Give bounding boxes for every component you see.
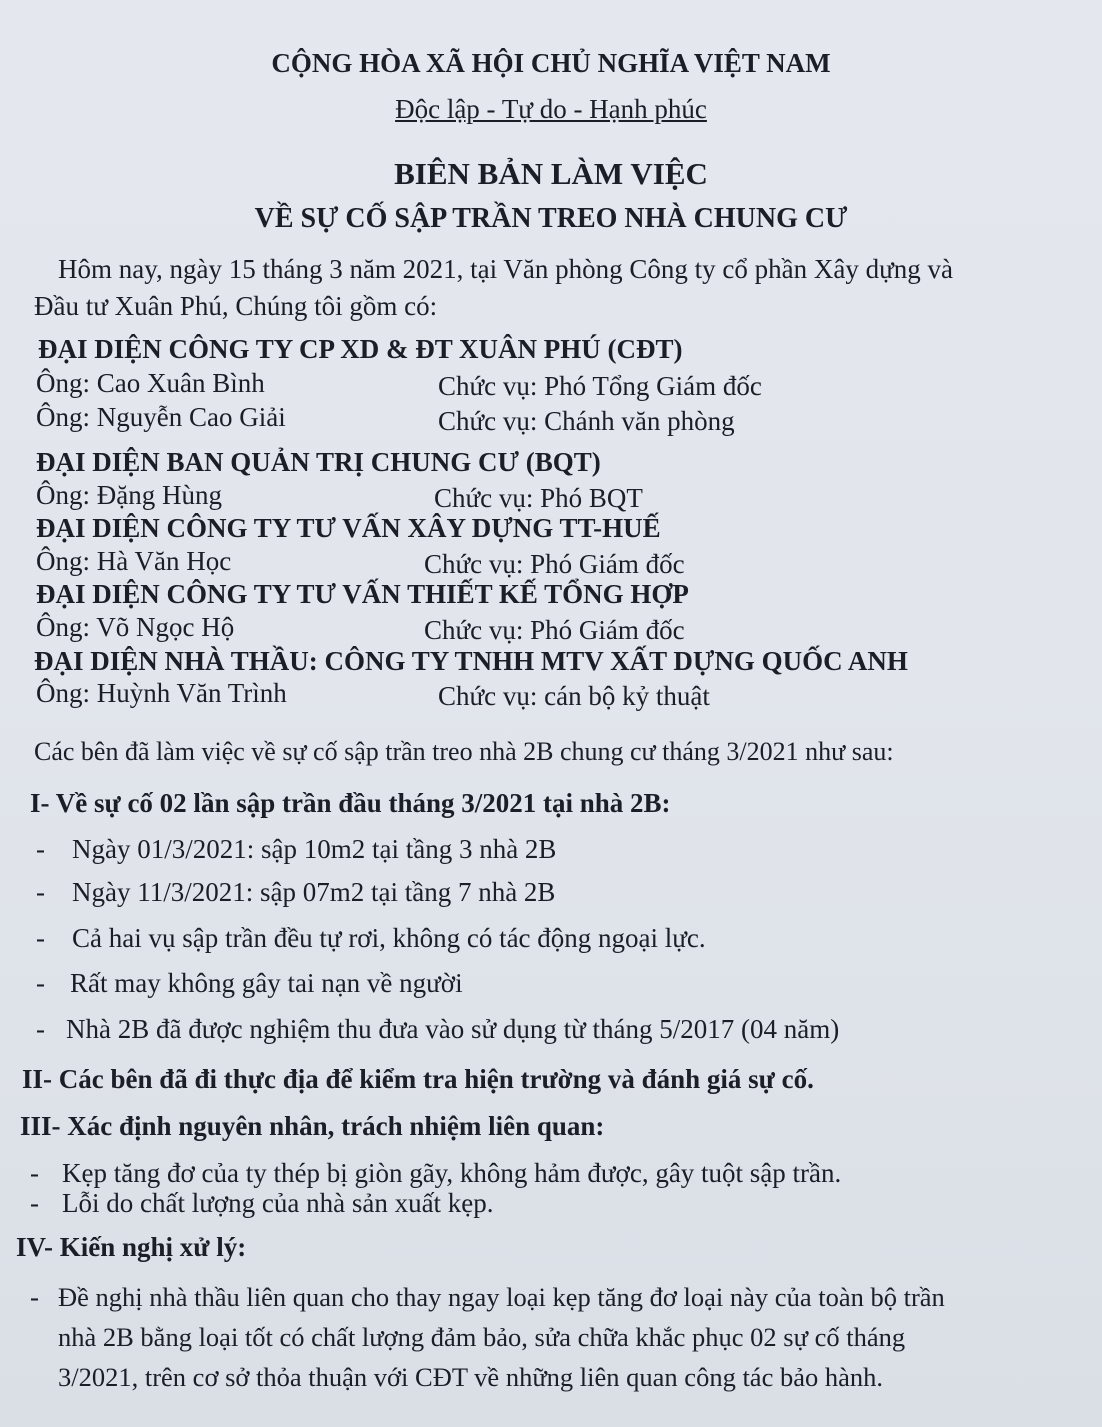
document-title: BIÊN BẢN LÀM VIỆC — [394, 156, 708, 191]
member-name: Ông: Võ Ngọc Hộ — [36, 612, 235, 642]
list-item: Cả hai vụ sập trần đều tự rơi, không có tác động ngoại lực. — [72, 923, 706, 953]
party-heading: ĐẠI DIỆN CÔNG TY TƯ VẤN THIẾT KẾ TỔNG HỢP — [36, 579, 689, 609]
national-title: CỘNG HÒA XÃ HỘI CHỦ NGHĨA VIỆT NAM — [271, 48, 831, 78]
bullet-dash: - — [36, 1014, 45, 1044]
bullet-dash: - — [36, 923, 45, 953]
member-role: Chức vụ: cán bộ kỷ thuật — [438, 681, 710, 711]
section-heading: II- Các bên đã đi thực địa để kiểm tra hiện trường và đánh giá sự cố. — [22, 1064, 814, 1094]
list-item: Đề nghị nhà thầu liên quan cho thay ngay loại kẹp tăng đơ loại này của toàn bộ trần — [58, 1282, 945, 1312]
bullet-dash: - — [36, 968, 45, 998]
list-item: Ngày 11/3/2021: sập 07m2 tại tầng 7 nhà 2B — [72, 877, 556, 907]
member-name: Ông: Đặng Hùng — [36, 480, 222, 510]
member-role: Chức vụ: Phó Tổng Giám đốc — [438, 371, 762, 401]
bullet-dash: - — [30, 1282, 39, 1312]
bullet-dash: - — [36, 877, 45, 907]
member-role: Chức vụ: Phó BQT — [434, 483, 643, 513]
member-role: Chức vụ: Phó Giám đốc — [424, 549, 685, 579]
list-item-continued: nhà 2B bằng loại tốt có chất lượng đảm bảo, sửa chữa khắc phục 02 sự cố tháng — [58, 1322, 906, 1352]
intro-line-2: Đầu tư Xuân Phú, Chúng tôi gồm có: — [34, 291, 438, 321]
document-subtitle: VỀ SỰ CỐ SẬP TRẦN TREO NHÀ CHUNG CƯ — [254, 203, 848, 234]
party-heading: ĐẠI DIỆN NHÀ THẦU: CÔNG TY TNHH MTV XẤT DỰNG QUỐC ANH — [34, 646, 908, 676]
member-name: Ông: Hà Văn Học — [36, 546, 232, 576]
party-heading: ĐẠI DIỆN CÔNG TY TƯ VẤN XÂY DỰNG TT-HUẾ — [36, 513, 661, 543]
member-name: Ông: Nguyễn Cao Giải — [36, 402, 286, 432]
intro-line-1: Hôm nay, ngày 15 tháng 3 năm 2021, tại Văn phòng Công ty cổ phần Xây dựng và — [58, 254, 953, 284]
member-role: Chức vụ: Phó Giám đốc — [424, 615, 685, 645]
section-heading: III- Xác định nguyên nhân, trách nhiệm liên quan: — [20, 1111, 605, 1141]
section-heading: IV- Kiến nghị xử lý: — [16, 1232, 247, 1262]
list-item: Rất may không gây tai nạn về người — [70, 968, 463, 998]
bullet-dash: - — [30, 1188, 39, 1218]
list-item: Ngày 01/3/2021: sập 10m2 tại tầng 3 nhà 2B — [72, 834, 557, 864]
list-item-continued: 3/2021, trên cơ sở thỏa thuận với CĐT về những liên quan công tác bảo hành. — [58, 1362, 883, 1392]
member-name: Ông: Cao Xuân Bình — [36, 368, 265, 398]
list-item: Lỗi do chất lượng của nhà sản xuất kẹp. — [62, 1188, 494, 1218]
member-role: Chức vụ: Chánh văn phòng — [438, 406, 735, 436]
bullet-dash: - — [30, 1158, 39, 1188]
party-heading: ĐẠI DIỆN CÔNG TY CP XD & ĐT XUÂN PHÚ (CĐT) — [38, 334, 683, 364]
party-heading: ĐẠI DIỆN BAN QUẢN TRỊ CHUNG CƯ (BQT) — [36, 447, 601, 477]
list-item: Nhà 2B đã được nghiệm thu đưa vào sử dụng từ tháng 5/2017 (04 năm) — [66, 1014, 840, 1044]
section-heading: I- Về sự cố 02 lần sập trần đầu tháng 3/2021 tại nhà 2B: — [30, 788, 671, 818]
member-name: Ông: Huỳnh Văn Trình — [36, 678, 287, 708]
summary-text: Các bên đã làm việc về sự cố sập trần treo nhà 2B chung cư tháng 3/2021 như sau: — [34, 737, 894, 766]
national-motto: Độc lập - Tự do - Hạnh phúc — [395, 94, 707, 124]
list-item: Kẹp tăng đơ của ty thép bị giòn gãy, không hảm được, gây tuột sập trần. — [62, 1158, 842, 1188]
bullet-dash: - — [36, 834, 45, 864]
